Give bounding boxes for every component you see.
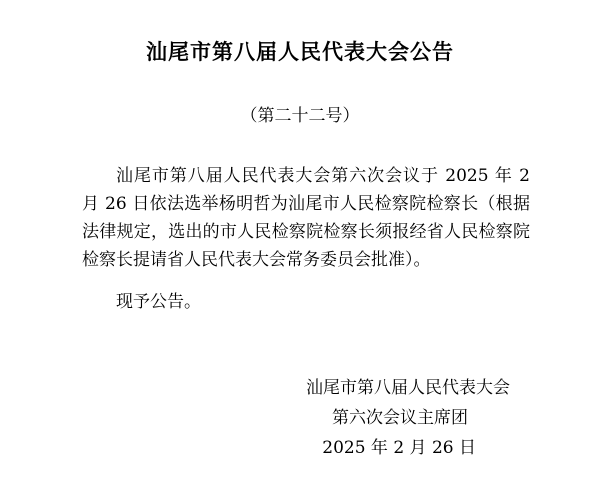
document-title: 汕尾市第八届人民代表大会公告: [146, 39, 454, 64]
signature-organization: 汕尾市第八届人民代表大会: [306, 378, 510, 398]
announcement-number: （第二十二号）: [240, 106, 360, 126]
signature-presidium: 第六次会议主席团: [332, 408, 468, 428]
body-paragraph: 汕尾市第八届人民代表大会第六次会议于 2025 年 2 月 26 日依法选举杨明哲为汕尾市人民检察院检察长（根据法律规定，选出的市人民检察院检察长须报经省人民检察院检察长提请省人民代表大会常务委员会批准）。: [82, 166, 530, 270]
closing-statement: 现予公告。: [116, 292, 201, 312]
signature-date: 2025 年 2 月 26 日: [322, 438, 476, 458]
